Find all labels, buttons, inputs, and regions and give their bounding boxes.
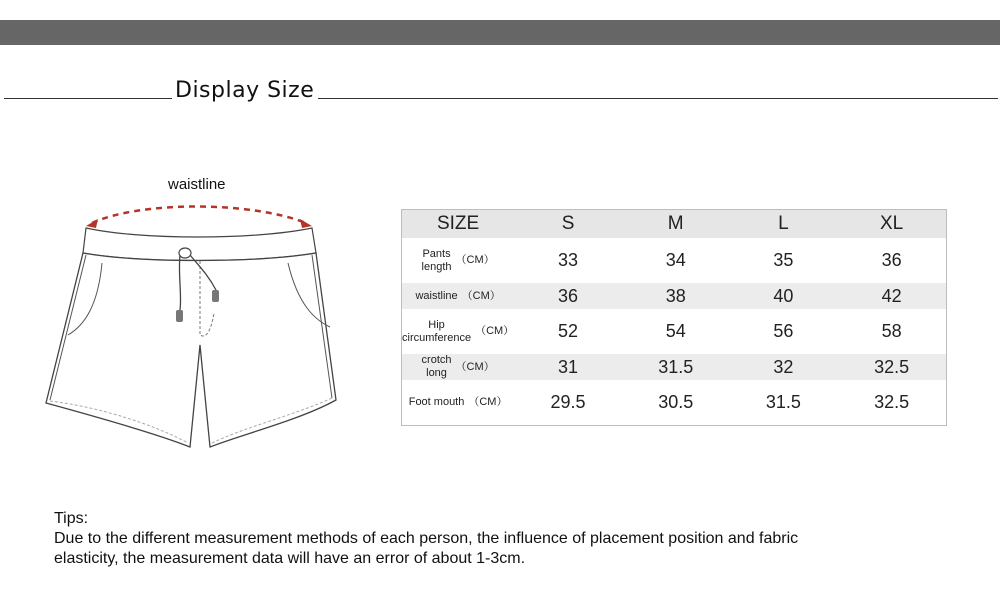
waist-measure-arc <box>92 207 306 224</box>
cell-l: 40 <box>773 285 794 306</box>
row-label-line: Foot mouth <box>408 395 465 408</box>
tips-heading: Tips: <box>54 510 89 527</box>
cell-m: 54 <box>665 321 686 341</box>
page-title: Display Size <box>175 78 315 103</box>
tips-text-line-2: elasticity, the measurement data will have an error of about 1-3cm. <box>54 550 526 567</box>
row-label <box>402 309 515 354</box>
row-label-line: circumference <box>402 331 472 344</box>
row-label-text <box>409 396 465 409</box>
top-band <box>0 20 1000 45</box>
row-unit: （CM） <box>475 325 515 337</box>
shorts-body <box>46 253 336 447</box>
header-size-label: SIZE <box>436 213 480 234</box>
cell-xl: 36 <box>881 250 902 270</box>
row-label-line: long <box>426 367 447 379</box>
row-label-line: waistline <box>415 289 458 302</box>
header-size-xl: XL <box>880 213 904 234</box>
table-row <box>402 309 947 354</box>
cell-m: 38 <box>665 285 686 306</box>
waistband <box>83 228 316 261</box>
table-row <box>402 283 947 309</box>
table-row <box>402 238 947 283</box>
row-label-text <box>402 319 471 345</box>
row-unit: （CM） <box>455 254 495 266</box>
row-label-text <box>422 354 452 380</box>
drawstring-tip-left <box>176 310 183 322</box>
cell-xl: 58 <box>881 321 902 341</box>
cell-l: 31.5 <box>765 391 801 412</box>
row-label <box>402 283 515 309</box>
row-label-line: Hip <box>428 318 445 331</box>
title-row <box>0 76 1000 106</box>
table-header-row <box>402 210 947 239</box>
cell-s: 36 <box>558 285 579 306</box>
header-size-s: S <box>561 213 575 234</box>
cell-xl: 32.5 <box>874 356 910 377</box>
row-label <box>402 354 515 380</box>
cell-xl: 32.5 <box>874 391 910 412</box>
cell-s: 33 <box>558 250 579 270</box>
row-label <box>402 380 515 425</box>
cell-s: 29.5 <box>550 391 586 412</box>
row-unit: （CM） <box>455 360 495 373</box>
row-unit: （CM） <box>461 289 501 302</box>
row-label-line: Pants <box>422 247 451 260</box>
cell-l: 35 <box>773 250 794 270</box>
header-size-l: L <box>778 213 789 234</box>
arrow-right-icon <box>300 219 312 228</box>
arrow-left-icon <box>86 219 98 228</box>
shorts-diagram <box>40 195 340 460</box>
row-label <box>402 238 515 283</box>
cell-m: 34 <box>665 250 686 270</box>
tips-text-line-1: Due to the different measurement methods of each person, the influence of placement position and fabric <box>54 530 799 547</box>
row-label-line: length <box>421 260 452 273</box>
header-size-m: M <box>667 213 684 234</box>
tips-section <box>54 509 954 569</box>
row-label-text <box>415 290 457 303</box>
cell-m: 31.5 <box>658 356 694 377</box>
row-label-line: crotch <box>421 354 452 366</box>
drawstring-tip-right <box>212 290 219 302</box>
table-row <box>402 354 947 380</box>
cell-l: 32 <box>773 356 794 377</box>
row-unit: （CM） <box>468 395 508 408</box>
title-rule-left <box>4 98 172 99</box>
waistline-label: waistline <box>168 176 226 193</box>
cell-s: 31 <box>558 356 579 377</box>
cell-xl: 42 <box>881 285 902 306</box>
cell-l: 56 <box>773 321 794 341</box>
title-rule-right <box>318 98 998 99</box>
row-label-text <box>422 248 452 274</box>
cell-s: 52 <box>558 321 579 341</box>
table-row <box>402 380 947 425</box>
cell-m: 30.5 <box>658 391 694 412</box>
drawstring-knot <box>179 248 191 258</box>
size-chart-table <box>401 209 947 426</box>
